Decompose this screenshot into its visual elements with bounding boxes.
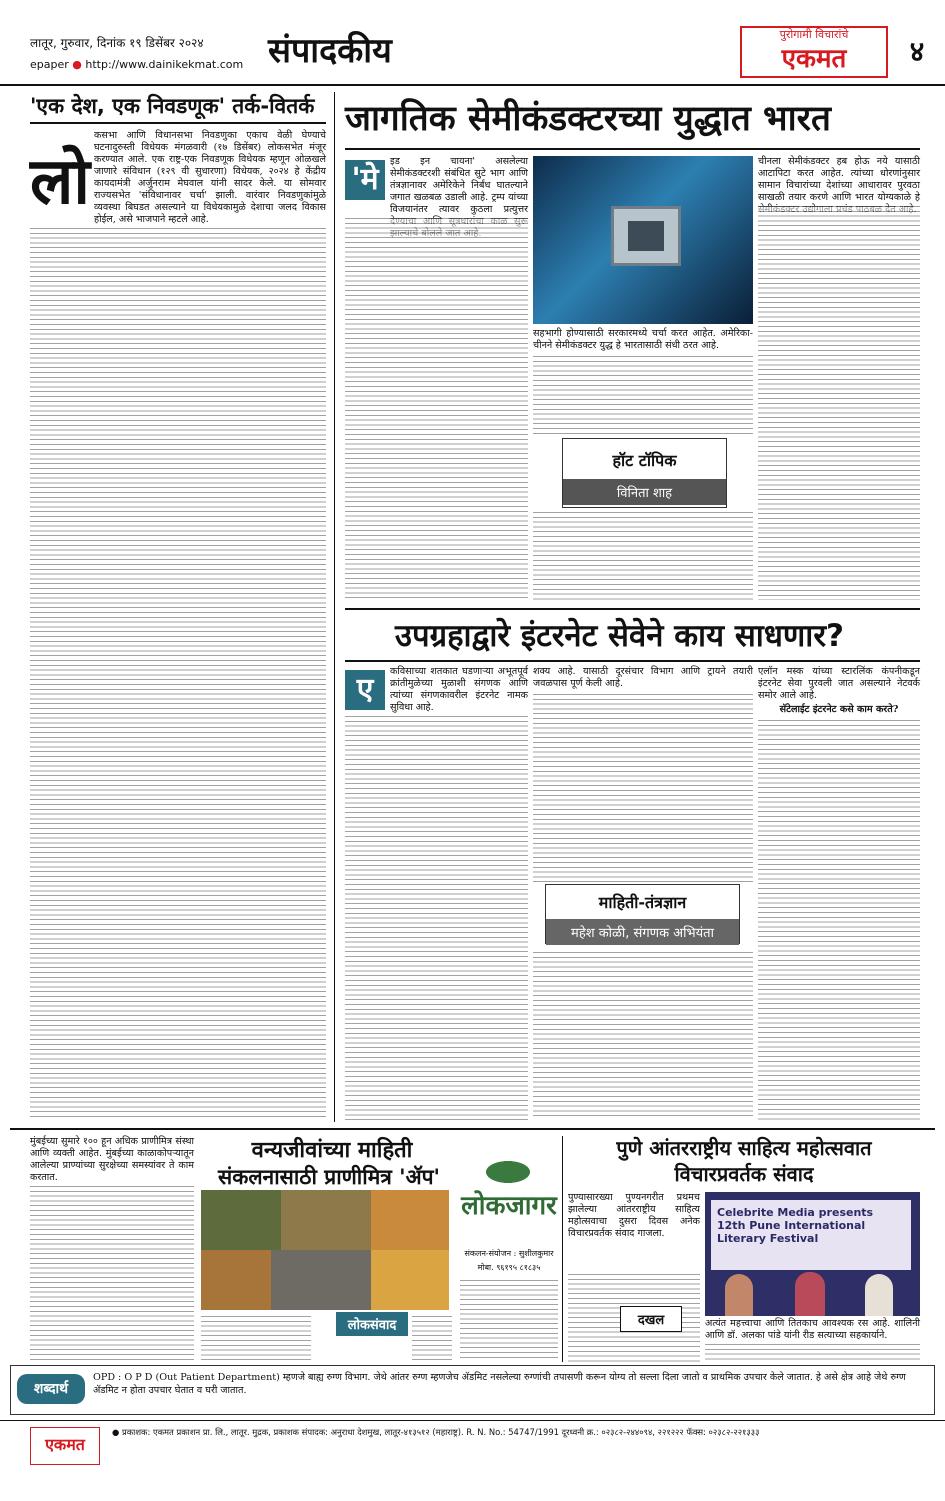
globe-icon: ●	[72, 58, 86, 71]
glossary-box	[10, 1365, 935, 1415]
masthead	[0, 0, 945, 86]
semiconductor-col2-text	[533, 356, 753, 436]
lokjagar-phone: मोबा. ९६१९५ ८१८३५	[477, 1263, 541, 1272]
wildlife-col3-text	[412, 1316, 452, 1362]
literary-headline-line2: विचारप्रवर्तक संवाद	[674, 1162, 814, 1186]
satellite-col3-intro: एलॉन मस्क यांच्या स्टारलिंक कंपनीकडून इंटरनेट सेवा पुरवली जात असल्याने नेटवर्क समोर आले आहे.	[758, 666, 920, 701]
satellite-col2-intro: शक्य आहे. यासाठी दूरसंचार विभाग आणि ट्रायने तयारी जवळपास पूर्ण केली आहे.	[533, 666, 753, 689]
hot-topic-box	[562, 438, 727, 508]
lead-rule	[30, 122, 326, 124]
brand-tagline: पुरोगामी विचारांचे	[779, 28, 849, 41]
satellite-headline: उपग्रहाद्वारे इंटरनेट सेवेने काय साधणार?	[395, 618, 844, 654]
lower-divider	[562, 1136, 563, 1362]
info-tech-label: माहिती-तंत्रज्ञान	[598, 893, 687, 912]
lower-section-rule	[10, 1128, 935, 1130]
dateline: लातूर, गुरुवार, दिनांक १९ डिसेंबर २०२४	[30, 36, 204, 50]
glossary-label: शब्दार्थ	[17, 1374, 85, 1404]
lead-headline: 'एक देश, एक निवडणूक' तर्क-वितर्क	[30, 94, 315, 118]
semiconductor-col2-intro: सहभागी होण्यासाठी सरकारमध्ये चर्चा करत आहेत. अमेरिका-चीनने सेमीकंडक्टर युद्ध हे भारतासाठी संधी ठरत आहे.	[533, 328, 753, 351]
literary-col2-text	[705, 1344, 920, 1362]
footer-logo: एकमत	[30, 1427, 100, 1465]
glossary-text: OPD : O P D (Out Patient Department) म्हणजे बाह्य रुग्ण विभाग. जेथे आंतर रुग्ण म्हणजेच ॲडमिट नसलेल्या रुग्णांची तपासणी करून योग्य तो सल्ला दिला जातो व प्राथमिक उपचार केले जातात. हे असे क्षेत्र आहे जेथे रुग्ण ॲडमिट न होता उपचार घेतात व घरी जातात.	[93, 1372, 906, 1396]
wildlife-headline-line1: वन्यजीवांच्या माहिती	[251, 1138, 413, 1163]
lokjagar-title: लोकजागर	[461, 1191, 557, 1221]
semiconductor-chip-image	[533, 156, 753, 324]
semiconductor-col3-text	[758, 206, 920, 600]
satellite-col2b-text	[533, 952, 753, 1120]
semiconductor-col3-intro: चीनला सेमीकंडक्टर हब होऊ नये यासाठी आटापिटा करत आहेत. त्यांच्या धोरणांनुसार सामान विचारांच्या देशांच्या आधारावर पुरवठा साखळी तयार करणे आणि भारत योग्यकाळे हे	[758, 156, 920, 203]
brand-logo	[740, 26, 888, 78]
semiconductor-intro: इड इन चायना' असलेल्या सेमीकंडक्टरशी संबंधित सुटे भाग आणि तंत्रज्ञानावर अमेरिकेने निर्बंध घातल्याने जगात खळबळ उडाली आहे. ट्रम्प यांच्या विजयानंतर त्यावर कुठला प्रत्युत्तर	[390, 156, 528, 215]
satellite-subhead: सॅटेलाईट इंटरनेट कसे काम करते?	[779, 704, 899, 715]
hot-topic-author: विनिता शाह	[563, 479, 726, 505]
satellite-dropcap: ए	[345, 670, 385, 710]
epaper-link[interactable]	[30, 58, 243, 71]
dakhal-tag: दखल	[620, 1306, 682, 1332]
lokjagar-logo	[460, 1154, 558, 1244]
lead-dropcap: लो	[30, 145, 90, 219]
satellite-intro: कविसाच्या शतकात घडणाऱ्या अभूतपूर्व क्रांतीमुळेच्या मुळाशी संगणक आणि त्यांच्या संगणकावरील इंटरनेट नामक सुविधा आहे.	[390, 666, 528, 713]
semiconductor-dropcap: 'मे	[345, 160, 385, 200]
satellite-col1-text	[345, 716, 528, 1120]
hot-topic-label: हॉट टॉपिक	[612, 451, 677, 470]
semiconductor-col1-text	[345, 218, 528, 600]
epaper-url: http://www.dainikekmat.com	[85, 58, 244, 71]
lokasamvad-tag: लोकसंवाद	[336, 1312, 408, 1336]
lokjagar-compiler: संकलन-संयोजन : सुशीलकुमार	[464, 1249, 554, 1258]
wildlife-intro: मुंबईच्या सुमारे १०० हून अधिक प्राणीमित्र संस्था आणि व्यक्ती आहेत. मुंबईच्या काळाकोपऱ्यातून आलेल्या प्राण्यांच्या सुरक्षेच्या समस्यांवर ते काम करतात.	[30, 1136, 194, 1183]
info-tech-box	[545, 884, 740, 944]
lead-intro: कसभा आणि विधानसभा निवडणुका एकाच वेळी घेण्याचे घटनादुरुस्ती विधेयक मंगळवारी (१७ डिसेंबर) लोकसभेत मंजूर करण्यात आले. एक राष्ट्र-एक निवडणूक विधेयक म्हणून ओळखले जाणारे संविधान (१२९ वी सुधारणा) विधेयक, २०२४ हे केंद्रीय कायदामंत्री अर्जुनराम मेघवाल यांनी सादर केले. या सोमवार राज्यसभेत 'संविधानावर चर्चा' झाली. वारंवार निवडणुकांमुळे व्यवस्था बिघडत असल्याने या विधेयकामुळे देशाचा जलद विकास होईल, असे भाजपाने म्हटले आहे.	[94, 130, 326, 225]
lead-body-text	[30, 228, 326, 1120]
epaper-label: epaper	[30, 58, 69, 71]
column-divider	[334, 92, 335, 1122]
satellite-col2-text	[533, 694, 753, 882]
wildlife-col2-text	[201, 1316, 311, 1362]
wildlife-collage-image	[201, 1190, 449, 1310]
literary-intro: पुण्यासारख्या पुण्यनगरीत प्रथमच झालेल्या आंतरराष्ट्रीय साहित्य महोत्सवाचा दुसरा दिवस अनेक विचारप्रवर्तक संवाद गाजला.	[568, 1192, 700, 1239]
literary-headline-line1: पुणे आंतरराष्ट्रीय साहित्य महोत्सवात	[616, 1136, 872, 1160]
wildlife-headline-line2: संकलनासाठी प्राणीमित्र 'ॲप'	[218, 1165, 440, 1189]
section-rule	[345, 608, 920, 610]
footer-imprint: ● प्रकाशक: एकमत प्रकाशन प्रा. लि., लातूर. मुद्रक, प्रकाशक संपादक: अनुराधा देशमुख, लातूर-४१३५१२ (महाराष्ट्र). R. N. No.: 54747/1991 दूरध्वनी क्र.: ०२३८२-२४४०९४, २२१२२२ फॅक्स: ०२३८२-२२१३३३	[112, 1427, 760, 1437]
wildlife-col1-text	[30, 1186, 194, 1360]
festival-banner: Celebrite Media presents 12th Pune International Literary Festival	[711, 1200, 911, 1270]
literary-col2-intro: अत्यंत महत्त्वाचा आणि तितकाच आवश्यक रस आहे. शालिनी आणि डॉ. अलका पांडे यांनी रीड सत्याच्या सहकार्याने.	[705, 1318, 920, 1341]
satellite-rule	[345, 660, 920, 662]
footer	[0, 1420, 945, 1480]
semiconductor-rule	[345, 148, 920, 150]
brand-name: एकमत	[781, 44, 847, 74]
semiconductor-headline: जागतिक सेमीकंडक्टरच्या युद्धात भारत	[345, 99, 831, 139]
literary-festival-photo	[705, 1192, 920, 1316]
lokjagar-text	[460, 1280, 558, 1360]
tree-icon	[480, 1158, 536, 1186]
info-tech-author: महेश कोळी, संगणक अभियंता	[546, 919, 739, 945]
section-title: संपादकीय	[268, 31, 392, 71]
page-number: ४	[909, 35, 925, 68]
semiconductor-col2b-text	[533, 512, 753, 600]
satellite-col3-text	[758, 720, 920, 1120]
